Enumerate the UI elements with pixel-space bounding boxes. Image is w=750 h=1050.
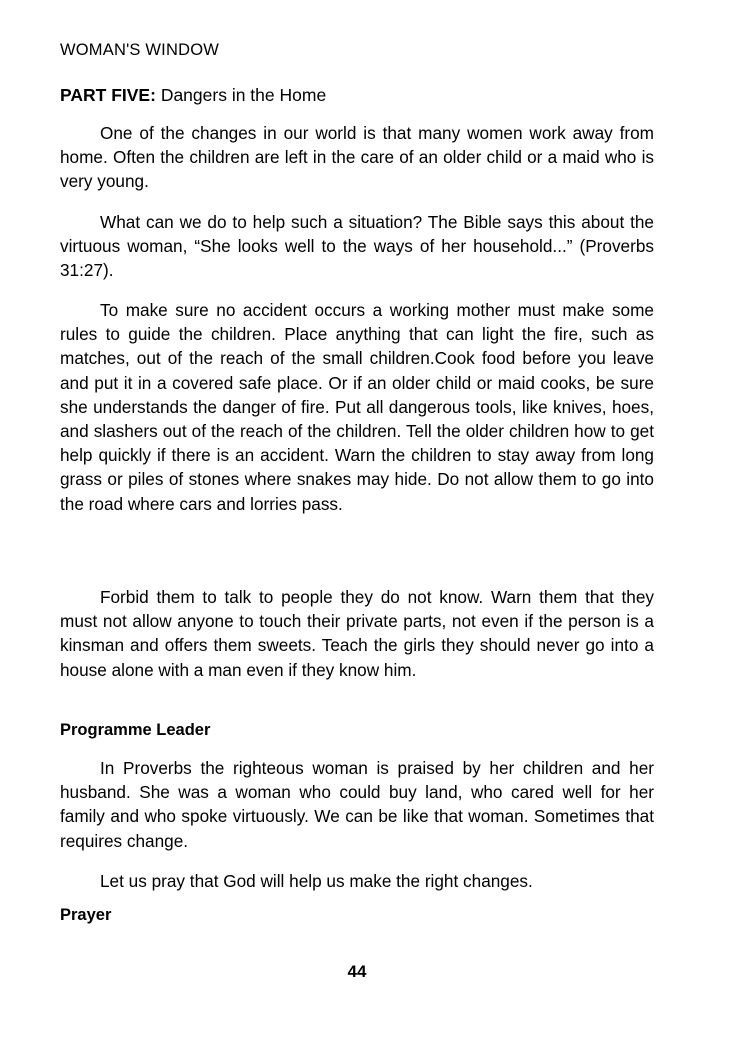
- paragraph: Forbid them to talk to people they do not know. Warn them that they must not allow anyone to touch their private parts, not even if the person is a kinsman and offers them sweets. Teach the girls they should never go into a house alone with a man even if they know him.: [60, 587, 654, 680]
- paragraph: What can we do to help such a situation? The Bible says this about the virtuous woman, “She looks well to the ways of her household...” (Proverbs 31:27).: [60, 212, 654, 281]
- running-head: WOMAN'S WINDOW: [60, 41, 220, 59]
- part-label: PART FIVE:: [60, 85, 156, 105]
- leader-paragraph: Let us pray that God will help us make the right changes.: [100, 871, 533, 891]
- page-number: 44: [347, 962, 367, 981]
- paragraph: To make sure no accident occurs a working mother must make some rules to guide the children. Place anything that can light the fire, such as matches, out of the reach of the small children.Cook food before you leave and put it in a covered safe place. Or if an older child or maid cooks, be sure she understands the danger of fire. Put all dangerous tools, like knives, hoes, and slashers out of the reach of the children. Tell the older children how to get help quickly if there is an accident. Warn the children to stay away from long grass or piles of stones where snakes may hide. Do not allow them to go into the road where cars and lorries pass.: [60, 300, 654, 514]
- part-subtitle: Dangers in the Home: [160, 85, 327, 105]
- leader-paragraph: In Proverbs the righteous woman is praised by her children and her husband. She was a woman who could buy land, who cared well for her family and who spoke virtuously. We can be like that woman. Sometimes that requires change.: [60, 758, 654, 851]
- part-title: [60, 83, 326, 107]
- section-heading-prayer: Prayer: [60, 906, 112, 924]
- section-heading-programme-leader: Programme Leader: [60, 721, 211, 739]
- paragraph: One of the changes in our world is that many women work away from home. Often the children are left in the care of an older child or a maid who is very young.: [60, 123, 654, 192]
